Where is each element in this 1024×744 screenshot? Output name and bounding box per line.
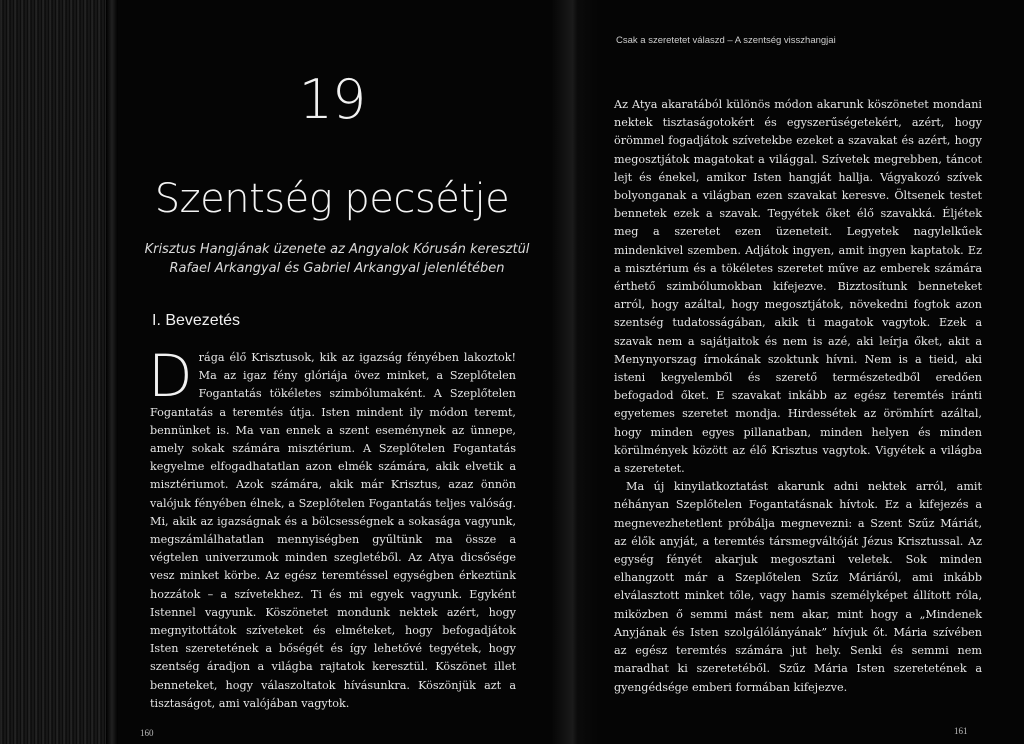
drop-cap: D — [148, 342, 193, 410]
chapter-number: 19 — [298, 68, 366, 131]
right-body-text — [614, 96, 982, 697]
left-body-text — [148, 342, 516, 713]
chapter-title: Szentség pecsétje — [154, 176, 510, 222]
section-heading: I. Bevezetés — [152, 312, 241, 329]
chapter-subtitle — [132, 240, 542, 278]
subtitle-line-2: Rafael Arkangyal és Gabriel Arkangyal jelenlétében — [169, 261, 505, 276]
page-number-left: 160 — [140, 728, 154, 738]
book-spine — [552, 0, 598, 744]
right-paragraph-1: Az Atya akaratából különös módon akarunk köszönetet mondani nektek tisztaságotokért és egyszerűségetekért, azért, hogy örömmel fogadjátok szívetekbe ezeket a szavakat és azért, hogy megosztjátok magatokat a világgal. Szívetek megrebben, táncot lejt és énekel, amikor Isten hangját hallja. Vágyakozó szívek bolyonganak a világban ezen szavakat keresve. Öltsenek testet bennetek ezek a szavak. Tegyétek őket élő szavakká. Éljétek meg a szeretet ezen üzeneteit. Legyetek nagylelkűek mindenkivel szemben. Adjátok ingyen, amit ingyen kaptatok. Ez a misztérium és a tökéletes szeretet műve az emberek számára érthető szimbólumokban kifejezve. Bizztosítunk benneteket arról, hogy azáltal, hogy megosztjátok, növekedni fogtok azon szentség tudatosságában, akik ti magatok vagytok. Ezek a szavak nem a sajátjaitok és nem is azé, aki leírja őket, akit a Menynyorszag írnokának szoktunk hívni. Nem is a tieid, aki isteni kegyelemből és szerető természetedből eredően befogadod őket. E szavakat inkább az egész teremtés iránti egyetemes szeretet mondja. Hirdessétek az örömhírt azáltal, hogy minden egyes pillanatban, minden helyen és minden körülmények között az élő Krisztus vagytok. Vigyétek a világba a szeretetet. — [614, 98, 982, 476]
right-page — [598, 0, 1024, 744]
left-paragraph-1: rága élő Krisztusok, kik az igazság fényében lakoztok! Ma az igaz fény glóriája övez minket, a Szeplőtelen Fogantatás tökéletes szimbólumaként. A Szeplőtelen Fogantatás a teremtés útja. Isten mindent ily módon teremt, bennünket is. Ma van ennek a szent eseménynek az ünnepe, amely sokak számára misztérium. A Szeplőtelen Fogantatás kegyelme elfogadhatatlan azon elmék számára, akik elvetik a misztériumot. Azok számára, akik már Krisztus, azaz önnön valójuk fényében élnek, a Szeplőtelen Fogantatás teljes valóság. Mi, akik az igazságnak és a bölcsességnek a sokasága vagyunk, megszámlálhatatlan mennyiségben gyűltünk ma össze a végtelen univerzumok minden szegletéből. Az Atya dicsősége vesz minket körbe. Az egész teremtéssel egységben érkeztünk hozzátok – a szívetekhez. Ti és mi egyek vagyunk. Egyként Istennel vagyunk. Köszönetet mondunk nektek azért, hogy megnyitottátok szíveteket és elméteket, hogy befogadjátok Isten szeretetének a bőségét és így lehetővé tegyétek, hogy szentség áradjon a világba rajtatok keresztül. Köszönet illet benneteket, hogy válaszoltatok hívásunkra. Köszönjük azt a tisztaságot, ami valójában vagytok. — [150, 351, 516, 710]
subtitle-line-1: Krisztus Hangjának üzenete az Angyalok Kórusán keresztül — [144, 242, 530, 257]
right-paragraph-2: Ma új kinyilatkoztatást akarunk adni nektek arról, amit néhányan Szeplőtelen Fogantatásnak hívtok. Ez a kifejezés a megnevezhetetlent próbálja megnevezni: a Szent Szűz Máriát, az élők anyját, a teremtés társmegváltóját Jézus Krisztussal. Az egység fényét akarjuk megosztani veletek. Sok minden elhangzott már a Szeplőtelen Szűz Máriáról, ami inkább elválasztott minket tőle, vagy hamis személyképet állított róla, miközben ő semmi mást nem akar, mint hogy a „Mindenek Anyjának és Isten szolgálólányának” hívjuk őt. Mária szívében az egész teremtés számára jut hely. Senki és semmi nem maradhat ki szeretetéből. Szűz Mária Isten szeretetének a gyengédsége emberi formában kifejezve. — [614, 480, 982, 694]
left-page — [112, 0, 552, 744]
book-page-edges — [0, 0, 112, 744]
running-header: Csak a szeretetet válaszd – A szentség visszhangjai — [616, 35, 836, 46]
page-number-right: 161 — [954, 726, 968, 736]
